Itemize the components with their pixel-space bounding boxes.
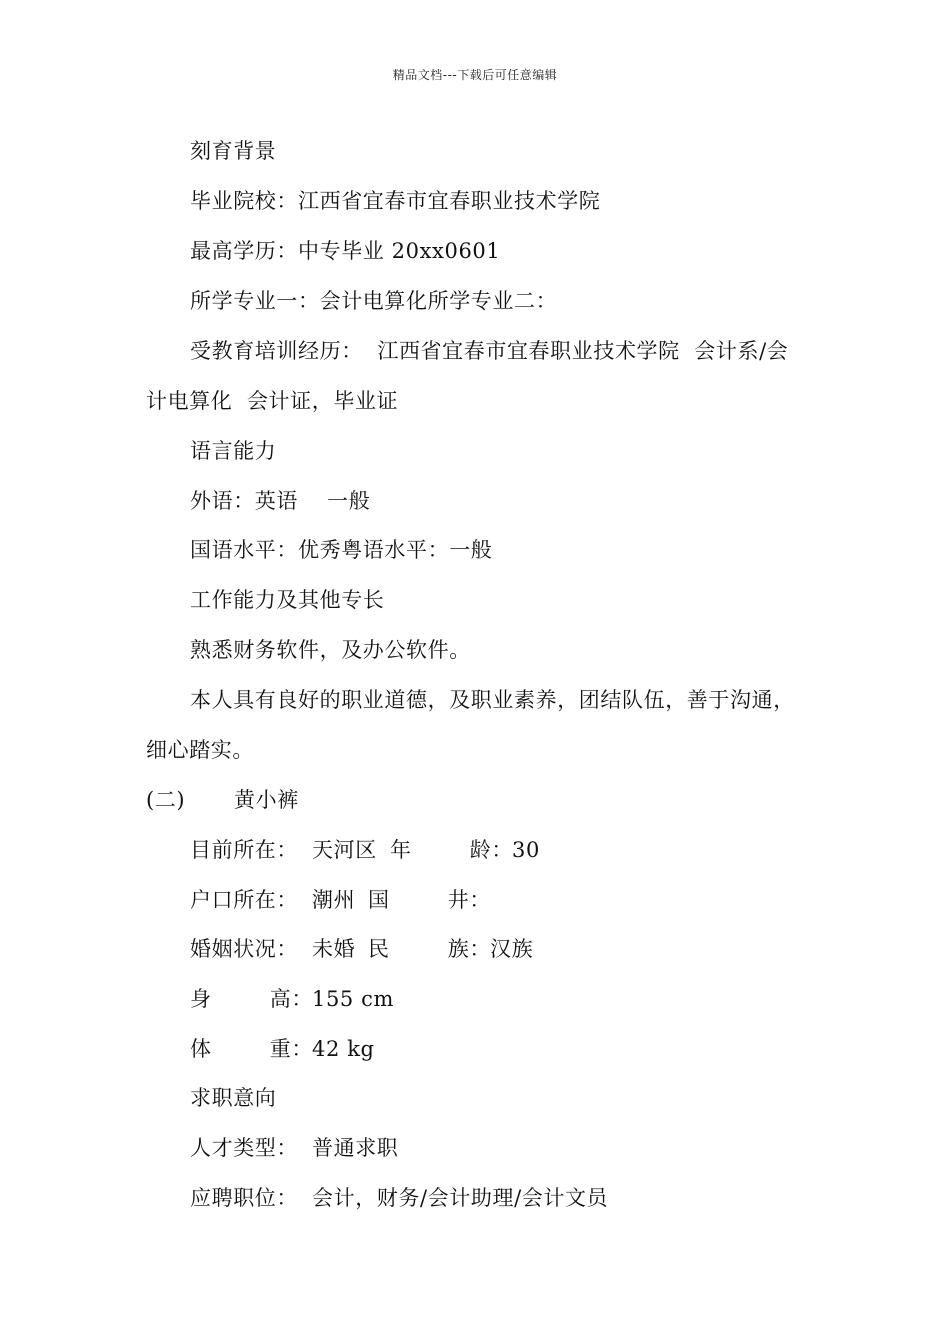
training-line-2: 计电算化 会计证，毕业证 bbox=[146, 389, 399, 413]
weight-label: 体 重： bbox=[190, 1037, 314, 1061]
marital-label: 婚姻状况： bbox=[190, 937, 298, 961]
software-line: 熟悉财务软件，及办公软件。 bbox=[190, 638, 471, 662]
age-value: 30 bbox=[512, 838, 540, 862]
height-label: 身 高： bbox=[190, 987, 314, 1011]
marital-value: 未婚 bbox=[312, 937, 356, 961]
page-header: 精品文档---下载后可任意编辑 bbox=[392, 68, 558, 82]
education-heading: 刻育背景 bbox=[190, 139, 277, 163]
height-value: 155 cm bbox=[312, 987, 395, 1011]
major-line: 所学专业一：会计电算化所学专业二： bbox=[190, 289, 558, 313]
ethnicity-label: 民 族： bbox=[368, 937, 492, 961]
location-label: 目前所在： bbox=[190, 838, 298, 862]
self-evaluation-line-2: 细心踏实。 bbox=[146, 738, 254, 762]
weight-value: 42 kg bbox=[312, 1037, 375, 1061]
person-name: 黄小裤 bbox=[234, 788, 299, 812]
section-number: (二) bbox=[146, 788, 186, 812]
hukou-label: 户口所在： bbox=[190, 888, 298, 912]
age-label: 年 龄： bbox=[390, 838, 514, 862]
intent-heading: 求职意向 bbox=[190, 1086, 277, 1110]
language-heading: 语言能力 bbox=[190, 439, 277, 463]
nationality-label: 国 井： bbox=[368, 888, 492, 912]
position-value: 会计，财务/会计助理/会计文员 bbox=[312, 1186, 609, 1210]
talent-type-label: 人才类型： bbox=[190, 1136, 298, 1160]
hukou-value: 潮州 bbox=[312, 888, 356, 912]
skills-heading: 工作能力及其他专长 bbox=[190, 588, 385, 612]
mandarin-line: 国语水平：优秀粤语水平：一般 bbox=[190, 538, 493, 562]
foreign-language-line: 外语：英语 一般 bbox=[190, 489, 371, 513]
school-line: 毕业院校：江西省宜春市宜春职业技术学院 bbox=[190, 189, 601, 213]
training-line-1: 受教育培训经历： 江西省宜春市宜春职业技术学院 会计系/会 bbox=[190, 339, 789, 363]
location-value: 天河区 bbox=[312, 838, 377, 862]
self-evaluation-line-1: 本人具有良好的职业道德，及职业素养，团结队伍，善于沟通， bbox=[190, 688, 795, 712]
talent-type-value: 普通求职 bbox=[312, 1136, 399, 1160]
degree-line: 最高学历：中专毕业 20xx0601 bbox=[190, 239, 501, 263]
ethnicity-value: 汉族 bbox=[490, 937, 534, 961]
position-label: 应聘职位： bbox=[190, 1186, 298, 1210]
